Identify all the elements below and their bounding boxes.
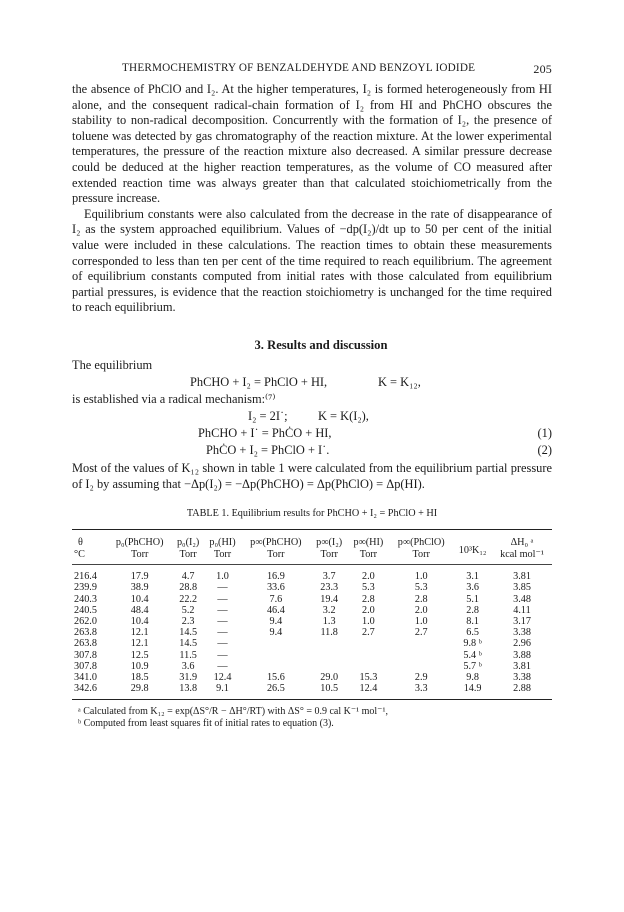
table-cell: 1.0 [362, 615, 375, 627]
table-cell-theta: 307.8 [74, 649, 97, 661]
equilibrium-equation-line [72, 374, 552, 391]
paragraph-equilibrium-constants: Equilibrium constants were also calculated from the decrease in the rate of disappearance of I₂ as the system approached equilibrium. Values of −dp(I₂)/dt up to 50 per cent of the initial value were included in these calculations. The reaction times to obtain these measurements corresponded to less than ten per cent of the time required to reach equilibrium. The agreement of equilibrium constants computed from initial rates with those calculated from equilibrium partial pressures, is evidence that the reaction stoichiometry is unchanged for the time required to reach equilibrium. [72, 206, 552, 315]
table-cell: 7.6 [269, 593, 283, 605]
equation-number: (1) [537, 425, 552, 440]
table-cell: 13.8 [172, 683, 204, 700]
table-cell: 12.1 [130, 638, 149, 650]
table-cell-theta: 341.0 [74, 671, 97, 683]
table-row [72, 594, 552, 605]
table-cell: 5.1 [466, 593, 479, 605]
table-cell: 3.17 [513, 615, 531, 627]
table-cell-theta: 262.0 [74, 615, 97, 627]
table-cell: 12.4 [213, 671, 232, 683]
table-row [72, 638, 552, 649]
col-unit: Torr [311, 549, 348, 565]
table-cell: 9.8 [466, 671, 479, 683]
table-cell: 3.88 [513, 649, 531, 661]
table-cell: 17.9 [130, 571, 149, 583]
col-header-pinf-hi: p∞(HI) [348, 530, 390, 550]
table-cell: 9.1 [204, 683, 241, 700]
table-cell: 3.81 [513, 660, 531, 672]
col-header-p0-hi: p₀(HI) [204, 530, 241, 550]
table-cell: — [217, 604, 228, 616]
table-cell: 4.7 [181, 571, 195, 583]
mechanism-step-lhs: I₂ = 2I˙; [248, 408, 288, 423]
table-cell-theta: 240.5 [74, 604, 97, 616]
table-cell [348, 638, 390, 649]
table-header-row [72, 530, 552, 550]
table-cell: 14.9 [453, 683, 492, 700]
table-cell [389, 638, 453, 649]
table-cell: 28.8 [179, 582, 198, 594]
table-row [72, 672, 552, 683]
mechanism-intro: is established via a radical mechanism:⁽⁷⁾ [72, 391, 276, 406]
table-cell-theta: 263.8 [74, 627, 97, 639]
table-cell-theta: 216.4 [74, 571, 97, 583]
table-cell: 23.3 [320, 582, 339, 594]
table-cell: 22.2 [179, 593, 198, 605]
table-cell: 4.11 [513, 604, 531, 616]
table-cell: 12.4 [348, 683, 390, 700]
table-cell: 9.8 ᵇ [463, 638, 482, 650]
table-cell: 2.7 [362, 627, 375, 639]
running-title: THERMOCHEMISTRY OF BENZALDEHYDE AND BENZOYL IODIDE [122, 62, 476, 74]
paragraph-k12-values: Most of the values of K₁₂ shown in table 1 were calculated from the equilibrium partial pressure of I₂ by assuming that −Δp(I₂) = −Δp(PhCHO) = Δp(PhClO) = Δp(HI). [72, 460, 552, 491]
col-unit: Torr [204, 549, 241, 565]
table-cell: 14.5 [179, 638, 198, 650]
mechanism-step [72, 425, 552, 442]
col-header-k12: 10³K₁₂ [453, 530, 492, 565]
table-cell: 3.38 [513, 627, 531, 639]
table-cell: 29.8 [107, 683, 172, 700]
table-cell: 26.5 [241, 683, 311, 700]
table-cell: 15.6 [266, 671, 285, 683]
table-cell: 16.9 [266, 571, 285, 583]
results-table [72, 529, 552, 700]
mechanism-step-rhs: K = K(I₂), [318, 408, 369, 423]
mechanism-step [72, 408, 552, 425]
table-cell: 5.7 ᵇ [463, 660, 482, 672]
table-cell: 15.3 [359, 671, 378, 683]
table-cell: — [217, 582, 228, 594]
table-cell: — [217, 660, 228, 672]
col-unit: Torr [241, 549, 311, 565]
col-header-pinf-phcho: p∞(PhCHO) [241, 530, 311, 550]
mechanism-step [72, 442, 552, 459]
table-cell: 38.9 [130, 582, 149, 594]
table-cell: 12.1 [130, 627, 149, 639]
table-cell [241, 661, 311, 672]
table-cell: 10.4 [130, 593, 149, 605]
table-row [72, 582, 552, 593]
col-unit-theta: °C [72, 549, 107, 565]
equilibrium-constant: K = K₁₂, [378, 374, 421, 389]
table-row [72, 565, 552, 583]
table-cell: 2.96 [513, 638, 531, 650]
table-body [72, 565, 552, 700]
table-cell: 10.5 [311, 683, 348, 700]
table-cell [348, 650, 390, 661]
table-row [72, 683, 552, 700]
table-cell: 2.0 [362, 571, 375, 583]
table-cell: 2.0 [414, 604, 428, 616]
table-cell-theta: 342.6 [72, 683, 107, 700]
table-cell: 5.2 [181, 604, 195, 616]
table-cell: 14.5 [179, 627, 198, 639]
col-unit: Torr [107, 549, 172, 565]
equation-number: (2) [537, 442, 552, 457]
table-cell: 1.0 [414, 571, 428, 583]
table-cell: 3.48 [513, 593, 531, 605]
table-cell: 1.3 [322, 615, 336, 627]
table-cell: 5.3 [414, 582, 428, 594]
table-cell-theta: 240.3 [74, 593, 97, 605]
table-cell [311, 661, 348, 672]
table-cell: 11.8 [320, 627, 338, 639]
paper-page [72, 62, 552, 730]
table-cell: 8.1 [466, 615, 479, 627]
col-header-p0-i2: p₀(I₂) [172, 530, 204, 550]
table-cell: 1.0 [216, 571, 229, 583]
table-cell: 6.5 [466, 627, 479, 639]
table-cell: 33.6 [266, 582, 285, 594]
table-cell: 12.5 [130, 649, 149, 661]
table-cell [389, 650, 453, 661]
table-cell [311, 650, 348, 661]
table-cell: 48.4 [130, 604, 149, 616]
table-cell: 31.9 [179, 671, 198, 683]
mechanism-step-lhs: PhĊO + I₂ = PhClO + I˙. [206, 442, 330, 457]
table-cell: 3.1 [466, 571, 479, 583]
col-unit: Torr [389, 549, 453, 565]
table-cell: 46.4 [266, 604, 285, 616]
paragraph-continued: the absence of PhClO and I₂. At the higher temperatures, I₂ is formed heterogeneously from HI alone, and the consequent radical-chain formation of I₂ from HI and PhCHO obscures the stability to non-radical decomposition. Concurrently with the formation of I₂, the presence of toluene was detected by gas chromatography of the reaction mixture. At the lower experimental temperatures, the pressure of the reaction mixture also decreased. A similar pressure decrease could be deduced at the higher reaction temperatures, as the volume of CO measured after extended reaction time was always greater than that calculated stoichiometrically from the pressure increase. [72, 82, 552, 206]
col-header-theta: θ [72, 530, 107, 550]
table-cell [241, 638, 311, 649]
col-unit: Torr [348, 549, 390, 565]
col-unit: Torr [172, 549, 204, 565]
table-cell: 10.9 [130, 660, 149, 672]
table-cell: 3.38 [513, 671, 531, 683]
table-cell [389, 661, 453, 672]
equilibrium-equation: PhCHO + I₂ = PhClO + HI, [190, 374, 328, 389]
table-caption: TABLE 1. Equilibrium results for PhCHO + I₂ = PhClO + HI [186, 508, 438, 520]
footnote-b: ᵇ Computed from least squares fit of initial rates to equation (3). [78, 718, 334, 730]
table-row [72, 661, 552, 672]
table-cell: 3.85 [513, 582, 531, 594]
table-cell-theta: 239.9 [74, 582, 97, 594]
table-cell: 1.0 [414, 615, 428, 627]
table-cell: — [217, 615, 228, 627]
table-cell: 2.8 [414, 593, 428, 605]
table-cell: 5.3 [362, 582, 375, 594]
table-cell: 10.4 [130, 615, 149, 627]
running-head [72, 62, 552, 80]
table-cell: 5.4 ᵇ [463, 649, 482, 661]
table-cell: — [217, 593, 228, 605]
mechanism-step-lhs: PhCHO + I˙ = PhĊO + HI, [198, 425, 332, 440]
table-cell: 2.8 [466, 604, 479, 616]
table-cell: 2.8 [362, 593, 375, 605]
col-header-pinf-i2: p∞(I₂) [311, 530, 348, 550]
table-cell: 3.81 [513, 571, 531, 583]
table-cell: 3.2 [322, 604, 336, 616]
table-row [72, 627, 552, 638]
table-row [72, 650, 552, 661]
footnote-a: ᵃ Calculated from K₁₂ = exp(ΔS°/R − ΔH°/RT) with ΔS° = 0.9 cal K⁻¹ mol⁻¹, [78, 706, 388, 718]
table-cell: 3.6 [466, 582, 479, 594]
table-cell: — [217, 649, 228, 661]
table-footnotes [72, 706, 552, 730]
table-cell: 3.6 [181, 660, 195, 672]
table-cell: 29.0 [320, 671, 339, 683]
table-cell: 3.7 [322, 571, 336, 583]
table-cell: 18.5 [130, 671, 149, 683]
table-cell: 19.4 [320, 593, 339, 605]
table-cell: 2.3 [181, 615, 195, 627]
table-cell: 11.5 [179, 649, 197, 661]
table-row [72, 605, 552, 616]
table-cell: — [217, 627, 228, 639]
col-header-delta-h: ΔH₀ ᵃ [492, 530, 552, 550]
table-cell: 2.0 [362, 604, 375, 616]
table-cell [348, 661, 390, 672]
table-cell: 2.9 [414, 671, 428, 683]
table-row [72, 616, 552, 627]
table-cell: 9.4 [269, 627, 283, 639]
col-header-p0-phcho: p₀(PhCHO) [107, 530, 172, 550]
table-cell [311, 638, 348, 649]
table-cell-theta: 307.8 [74, 660, 97, 672]
col-unit: kcal mol⁻¹ [492, 549, 552, 565]
section-heading: 3. Results and discussion [254, 337, 388, 352]
table-cell: — [217, 638, 228, 650]
equilibrium-intro: The equilibrium [72, 357, 153, 372]
col-header-pinf-phcio: p∞(PhClO) [389, 530, 453, 550]
table-cell: 2.88 [492, 683, 552, 700]
table-cell-theta: 263.8 [74, 638, 97, 650]
table-cell: 3.3 [389, 683, 453, 700]
page-number: 205 [533, 62, 552, 76]
table-cell: 9.4 [269, 615, 283, 627]
table-cell [241, 650, 311, 661]
table-cell: 2.7 [414, 627, 428, 639]
